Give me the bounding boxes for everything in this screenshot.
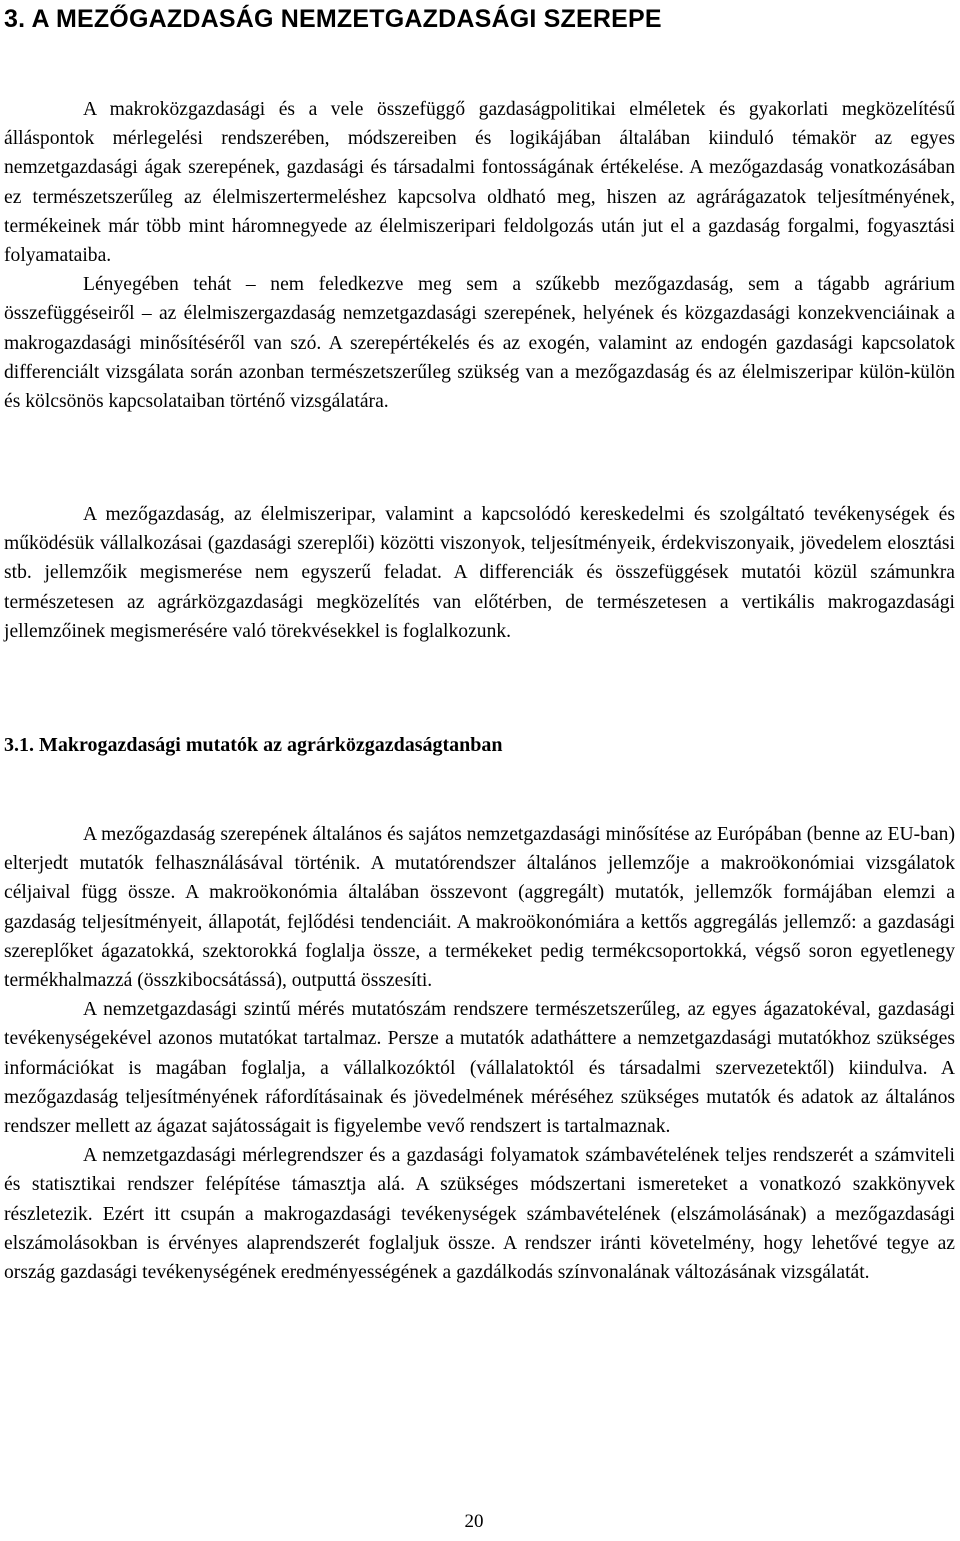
paragraph-intro-2: Lényegében tehát – nem feledkezve meg sem a szűkebb mezőgazdaság, sem a tágabb agrárium összefüggéseiről – az élelmiszergazdaság nemzetgazdasági szerepének, helyének és közgazdasági konzekvenciáinak a makrogazdasági minősítéséről van szó. A szerepértékelés és az exogén, valamint az endogén gazdasági kapcsolatok differenciált vizsgálata során azonban természetszerűleg szükség van a mezőgazdaság és az élelmiszeripar külön-külön és kölcsönös kapcsolataiban történő vizsgálatára. — [4, 274, 955, 413]
paragraph-intro-1: A makroközgazdasági és a vele összefüggő gazdaságpolitikai elméletek és gyakorlati megközelítésű álláspontok mérlegelési rendszerében, módszereiben és logikájában általában kiinduló témakör az egyes nemzetgazdasági ágak szerepének, gazdasági és társadalmi fontosságának értékelése. A mezőgazdaság vonatkozásában ez természetszerűleg az élelmiszertermeléshez kapcsolva oldható meg, hiszen az agrárágazatok teljesítményének, termékeinek már több mint háromnegyede az élelmiszeripari feldolgozás után jut el a gazdaság forgalmi, fogyasztási folyamataiba. — [4, 99, 955, 267]
section-heading: 3.1. Makrogazdasági mutatók az agrárközgazdaságtanban — [4, 734, 503, 756]
paragraph-value-chain: A mezőgazdaság, az élelmiszeripar, valamint a kapcsolódó kereskedelmi és szolgáltató tevékenységek és működésük vállalkozásai (gazdasági szereplői) közötti viszonyok, teljesítményeik, érdekviszonyaik, jövedelem elosztási stb. jellemzőik megismerése nem egyszerű feladat. A differenciák és összefüggések mutatói közül számunkra természetesen az agrárközgazdasági megközelítés van előtérben, de természetesen a vertikális makrogazdasági jellemzőinek megismerésére való törekvésekkel is foglalkozunk. — [4, 504, 955, 642]
paragraph-section-3: A nemzetgazdasági mérlegrendszer és a gazdasági folyamatok számbavételének teljes rendszerét a számviteli és statisztikai rendszer felépítése támasztja alá. A szükséges módszertani ismereteket a vonatkozó szakkönyvek részletezik. Ezért itt csupán a makrogazdasági tevékenységek számbavételének (elszámolásának) a mezőgazdasági elszámolásokban is érvényes alaprendszerét foglaljuk össze. A rendszer iránti követelmény, hogy lehetővé tegye az ország gazdasági tevékenységének eredményességének a gazdálkodás színvonalának változásának vizsgálatát. — [4, 1145, 955, 1284]
chapter-title: 3. A MEZŐGAZDASÁG NEMZETGAZDASÁGI SZEREPE — [4, 5, 662, 33]
page-number: 20 — [464, 1511, 484, 1532]
second-text-block — [4, 500, 955, 646]
intro-text-block — [4, 95, 955, 416]
paragraph-section-1: A mezőgazdaság szerepének általános és sajátos nemzetgazdasági minősítése az Európában (benne az EU-ban) elterjedt mutatók felhasználásával történik. A mutatórendszer általános jellemzője a makroökonómiai vizsgálatok céljaival függ össze. A makroökonómia általában összevont (aggregált) mutatók, jellemzők formájában elemzi a gazdaság teljesítményeit, állapotát, fejlődési tendenciáit. A makroökonómiára a kettős aggregálás jellemző: a gazdasági szereplőket ágazatokká, szektorokká foglalja össze, a termékeket pedig termékcsoportokká, végső soron egyetlenegy termékhalmazzá (összkibocsátássá), outputtá összesíti. — [4, 824, 955, 992]
paragraph-section-2: A nemzetgazdasági szintű mérés mutatószám rendszere természetszerűleg, az egyes ágazatokéval, gazdasági tevékenységekével azonos mutatókat tartalmaz. Persze a mutatók adatháttere a nemzetgazdasági mutatókhoz szükséges információkat is magában foglalja, a vállalkozóktól (vállalatoktól és társadalmi szervezetektől) kiindulva. A mezőgazdaság teljesítményének ráfordításainak és jövedelmének méréséhez szükséges mutatók és adatok az általános rendszer mellett az ágazat sajátosságait is figyelembe vevő rendszert is tartalmaznak. — [4, 999, 955, 1138]
section-text-block — [4, 820, 955, 1287]
